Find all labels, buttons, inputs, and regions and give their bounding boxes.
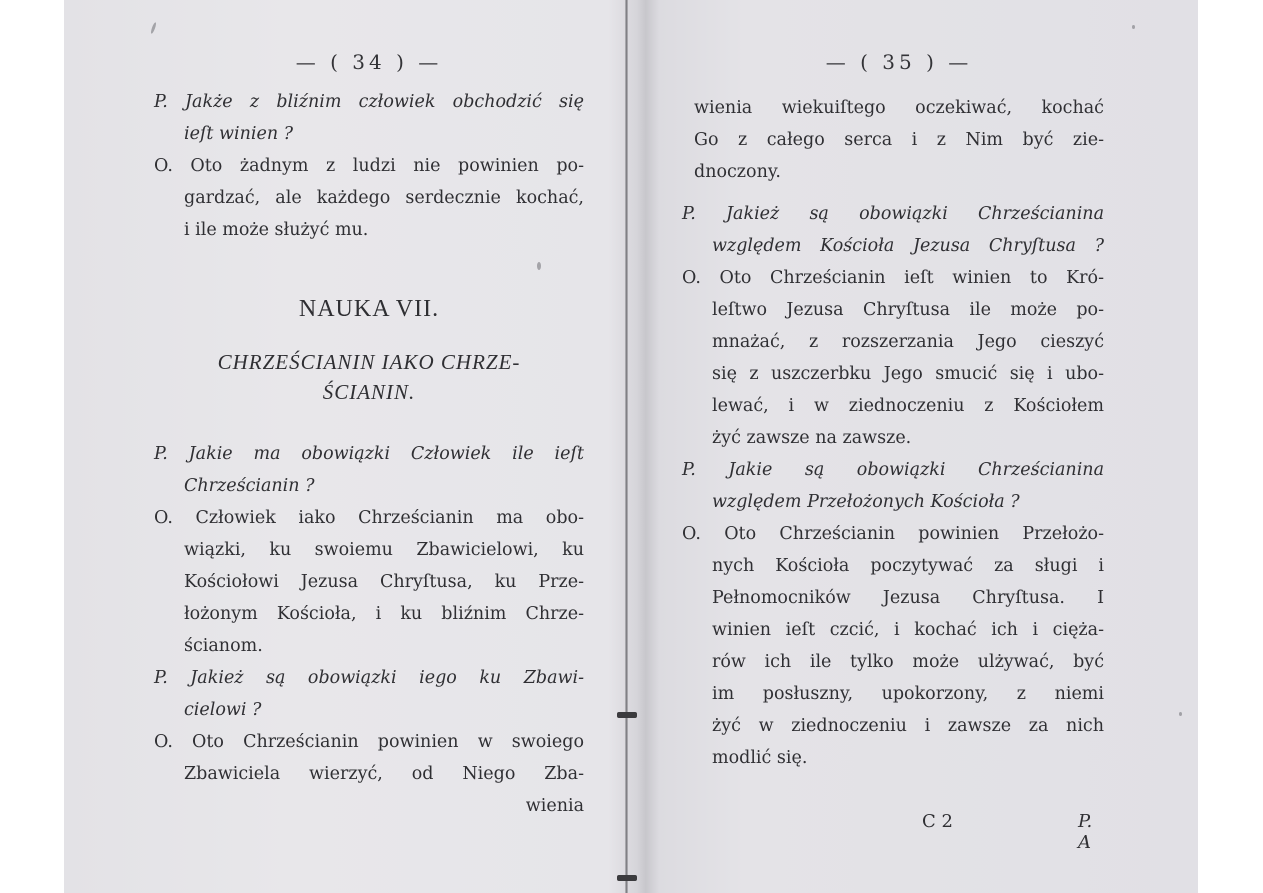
- answer-line: O. Człowiek iako Chrześcianin ma obo-: [154, 508, 584, 528]
- chapter-subheading: [154, 347, 584, 407]
- question-line: P. Jakie ma obowiązki Człowiek ile ieſt: [154, 444, 584, 464]
- qa-section: [682, 198, 1104, 774]
- answer-line: im posłuszny, upokorzony, z niemi: [712, 684, 1104, 704]
- paper-speck: [1179, 712, 1182, 716]
- question-line: Chrześcianin ?: [184, 476, 315, 496]
- answer-line: gardzać, ale każdego serdecznie kochać,: [184, 188, 584, 208]
- question-line: P. Jakie są obowiązki Chrześcianina: [682, 460, 1104, 480]
- answer-line: nych Kościoła poczytywać za sługi i: [712, 556, 1104, 576]
- answer-line: rów ich ile tylko może ulżywać, być: [712, 652, 1104, 672]
- catchword: P. A: [1078, 811, 1093, 853]
- answer-line: Pełnomocników Jezusa Chryſtusa. I: [712, 588, 1104, 608]
- answer-line: lewać, i w ziednoczeniu z Kościołem: [712, 396, 1104, 416]
- right-page: [682, 0, 1104, 893]
- question-line: P. Jakże z bliźnim człowiek obchodzić się: [154, 92, 584, 112]
- answer-line: mnażać, z rozszerzania Jego cieszyć: [712, 332, 1104, 352]
- left-page: [154, 0, 584, 893]
- chapter-heading: NAUKA VII.: [298, 296, 440, 322]
- answer-line: winien ieſt czcić, i kochać ich i cięża-: [712, 620, 1104, 640]
- question-line: P. Jakież są obowiązki Chrześcianina: [682, 204, 1104, 224]
- page-number: — ( 34 ) —: [295, 50, 443, 74]
- subheading-line: ŚCIANIN.: [322, 380, 416, 404]
- qa-section: [154, 438, 584, 822]
- qa-section: [154, 86, 584, 246]
- answer-line: żyć zawsze na zawsze.: [712, 428, 912, 448]
- question-line: P. Jakież są obowiązki iego ku Zbawi-: [154, 668, 584, 688]
- question-line: ieſt winien ?: [184, 124, 294, 144]
- answer-line: O. Oto Chrześcianin powinien Przełożo-: [682, 524, 1104, 544]
- question-line: względem Przełożonych Kościoła ?: [712, 492, 1020, 512]
- answer-line: się z uszczerbku Jego smucić się i ubo-: [712, 364, 1104, 384]
- binding-thread-mark: [617, 875, 637, 881]
- binding-thread-mark: [617, 712, 637, 718]
- answer-line: Kościołowi Jezusa Chryſtusa, ku Prze-: [184, 572, 584, 592]
- paper-speck: [1132, 25, 1135, 29]
- answer-line: żyć w ziednoczeniu i zawsze za nich: [712, 716, 1104, 736]
- answer-line: i ile może służyć mu.: [184, 220, 369, 240]
- gutter-spine: [625, 0, 628, 893]
- answer-line: łożonym Kościoła, i ku bliźnim Chrze-: [184, 604, 584, 624]
- text-line: wienia wiekuiſtego oczekiwać, kochać: [694, 98, 1104, 118]
- catchword: wienia: [525, 796, 584, 816]
- answer-line: Zbawiciela wierzyć, od Niego Zba-: [184, 764, 584, 784]
- continuation-text: [694, 92, 1104, 188]
- answer-line: O. Oto Chrześcianin ieſt winien to Kró-: [682, 268, 1104, 288]
- answer-line: O. Oto Chrześcianin powinien w swoiego: [154, 732, 584, 752]
- answer-line: ścianom.: [184, 636, 263, 656]
- answer-line: O. Oto żadnym z ludzi nie powinien po-: [154, 156, 584, 176]
- answer-line: modlić się.: [712, 748, 808, 768]
- signature-mark: C 2: [922, 811, 953, 832]
- book-spread: [64, 0, 1198, 893]
- answer-line: leſtwo Jezusa Chryſtusa ile może po-: [712, 300, 1104, 320]
- page-number: — ( 35 ) —: [825, 50, 973, 74]
- subheading-line: CHRZEŚCIANIN IAKO CHRZE-: [217, 350, 521, 374]
- text-line: Go z całego serca i z Nim być zie-: [694, 130, 1104, 150]
- question-line: cielowi ?: [184, 700, 262, 720]
- answer-line: wiązki, ku swoiemu Zbawicielowi, ku: [184, 540, 584, 560]
- question-line: względem Kościoła Jezusa Chryſtusa ?: [712, 236, 1104, 256]
- text-line: dnoczony.: [694, 162, 781, 182]
